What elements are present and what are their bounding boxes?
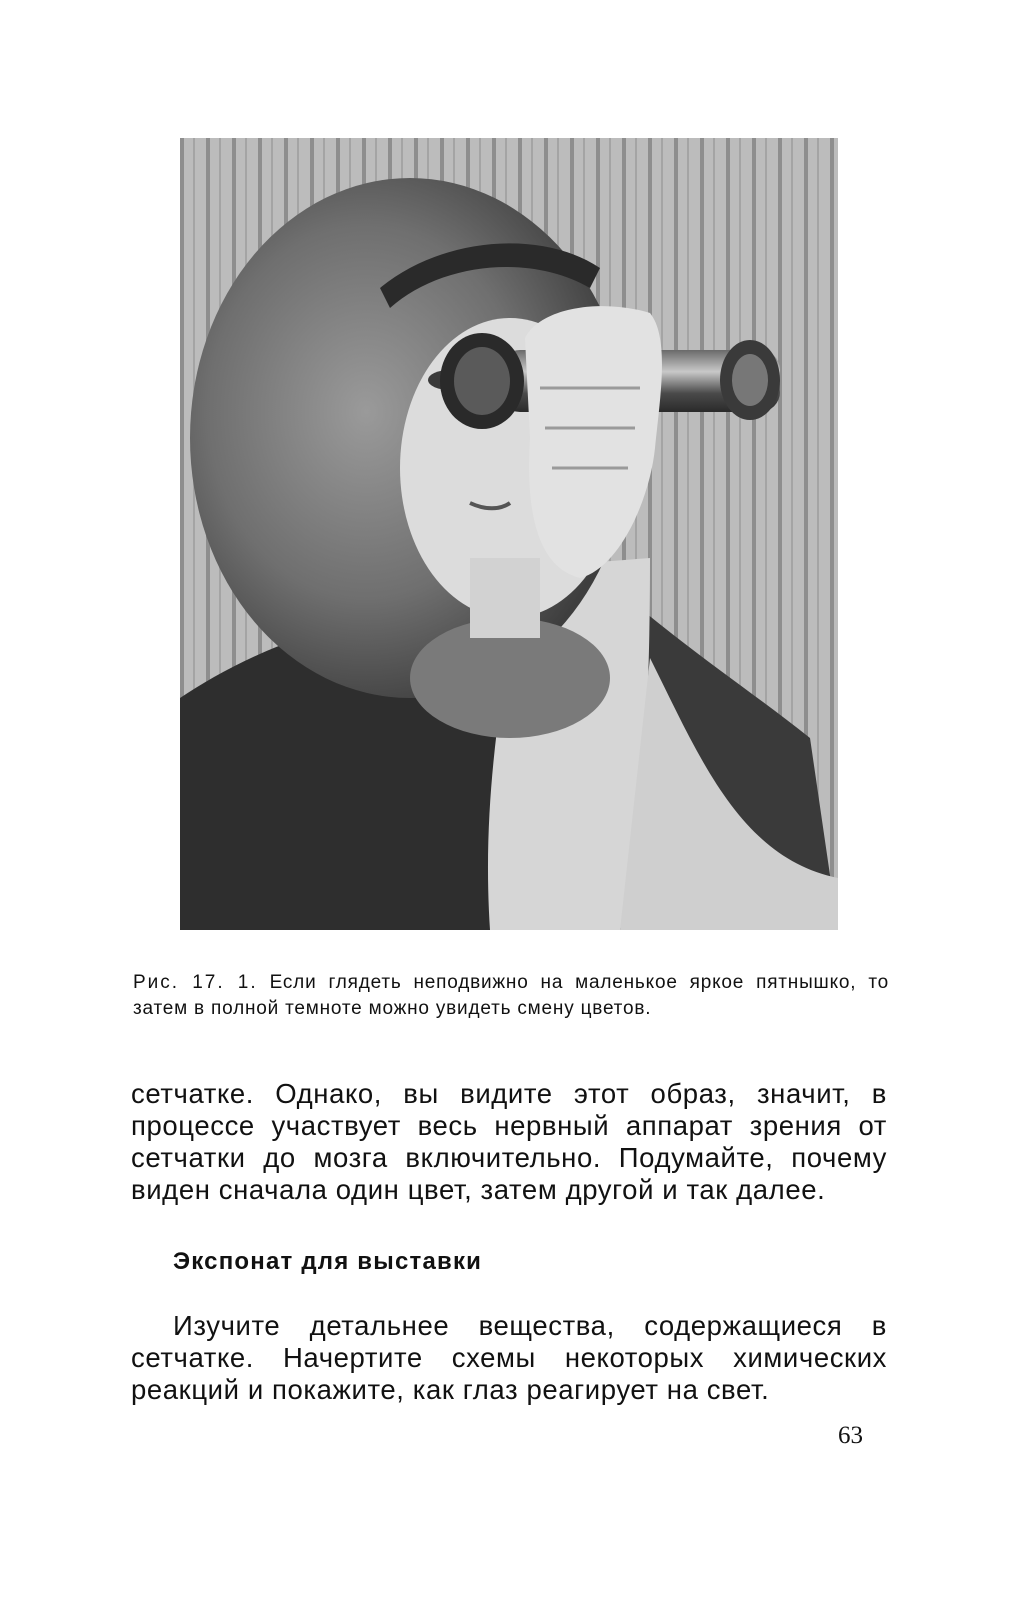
figure-caption xyxy=(133,970,889,1022)
figure-caption-text: Если глядеть неподвижно на маленькое яркое пятнышко, то затем в полной темноте можно увидеть смену цветов. xyxy=(133,972,889,1019)
figure-photo xyxy=(180,138,838,930)
body-paragraph-1: сетчатке. Однако, вы видите этот образ, значит, в процессе участвует весь нервный аппарат зрения от сетчатки до мозга включительно. Подумайте, почему виден сначала один цвет, затем другой и так далее. xyxy=(131,1078,887,1205)
section-heading: Экспонат для выставки xyxy=(173,1248,483,1275)
figure-caption-label: Рис. 17. 1. xyxy=(133,972,258,993)
body-paragraph-2: Изучите детальнее вещества, содержащиеся в сетчатке. Начертите схемы некоторых химических реакций и покажите, как глаз реагирует на свет. xyxy=(131,1310,887,1405)
page-number: 63 xyxy=(838,1422,863,1449)
